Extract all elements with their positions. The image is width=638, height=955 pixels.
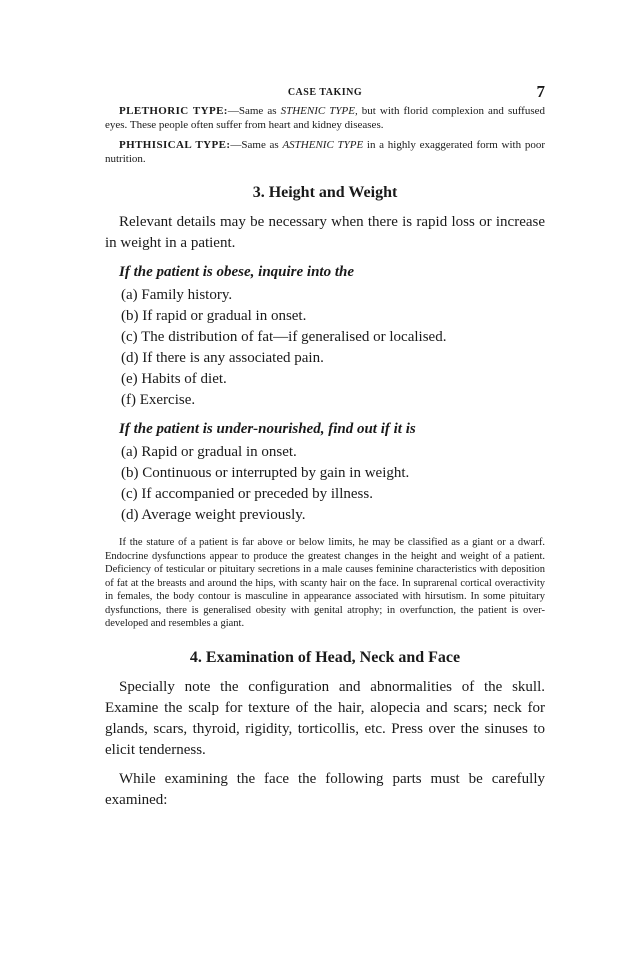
list-item: (c) The distribution of fat—if generalised or localised. <box>121 329 447 345</box>
section-4-paragraph-2: While examining the face the following parts must be carefully examined: <box>105 770 545 808</box>
book-page <box>105 80 545 811</box>
list-item: (d) If there is any associated pain. <box>121 350 324 366</box>
list-item: (a) Family history. <box>121 287 233 303</box>
stature-note: If the stature of a patient is far above or below limits, he may be classified as a giant or a dwarf. Endocrine dysfunctions appear to produce the greatest changes in the height and weight of a patient. Deficiency of testicular or pituitary secretions in a male causes feminine characteristics with deposition of fat at the breasts and around the hips, with scanty hair on the face. In suprarenal cortical overactivity in females, the body contour is masculine in appearance associated with hirsutism. In some pituitary dysfunctions, there is generalised obesity with genital atrophy; in overfunction, the patient is over-developed and resembles a giant. <box>105 537 545 629</box>
plethoric-type-label: PLETHORIC TYPE: <box>119 105 228 117</box>
list-item: (e) Habits of diet. <box>121 371 227 387</box>
section-3-heading: 3. Height and Weight <box>252 184 398 201</box>
obese-list <box>105 285 545 411</box>
list-item: (f) Exercise. <box>121 392 196 408</box>
under-nourished-list <box>105 442 545 526</box>
page-number: 7 <box>536 82 545 101</box>
list-item: (b) Continuous or interrupted by gain in weight. <box>121 465 410 481</box>
phthisical-type-paragraph: PHTHISICAL TYPE:—Same as ASTHENIC TYPE in a highly exaggerated form with poor nutrition. <box>105 139 545 165</box>
section-4-paragraph-1: Specially note the configuration and abnormalities of the skull. Examine the scalp for texture of the hair, alopecia and scars; neck for glands, scars, thyroid, rigidity, torticollis, etc. Press over the sinuses to elicit tenderness. <box>105 678 545 758</box>
list-item: (a) Rapid or gradual in onset. <box>121 444 297 460</box>
list-item: (d) Average weight previously. <box>121 507 306 523</box>
running-head: CASE TAKING <box>287 87 363 98</box>
under-nourished-subheading: If the patient is under-nourished, find out if it is <box>119 421 416 437</box>
section-3-intro: Relevant details may be necessary when there is rapid loss or increase in weight in a patient. <box>105 214 545 251</box>
obese-subheading: If the patient is obese, inquire into the <box>119 264 355 280</box>
section-4-heading: 4. Examination of Head, Neck and Face <box>189 648 461 666</box>
list-item: (c) If accompanied or preceded by illness. <box>121 486 373 502</box>
plethoric-type-paragraph: PLETHORIC TYPE:—Same as STHENIC TYPE, but with florid complexion and suffused eyes. These people often suffer from heart and kidney diseases. <box>105 105 546 131</box>
phthisical-type-label: PHTHISICAL TYPE: <box>119 139 231 151</box>
list-item: (b) If rapid or gradual in onset. <box>121 308 307 324</box>
page-header <box>105 80 545 104</box>
